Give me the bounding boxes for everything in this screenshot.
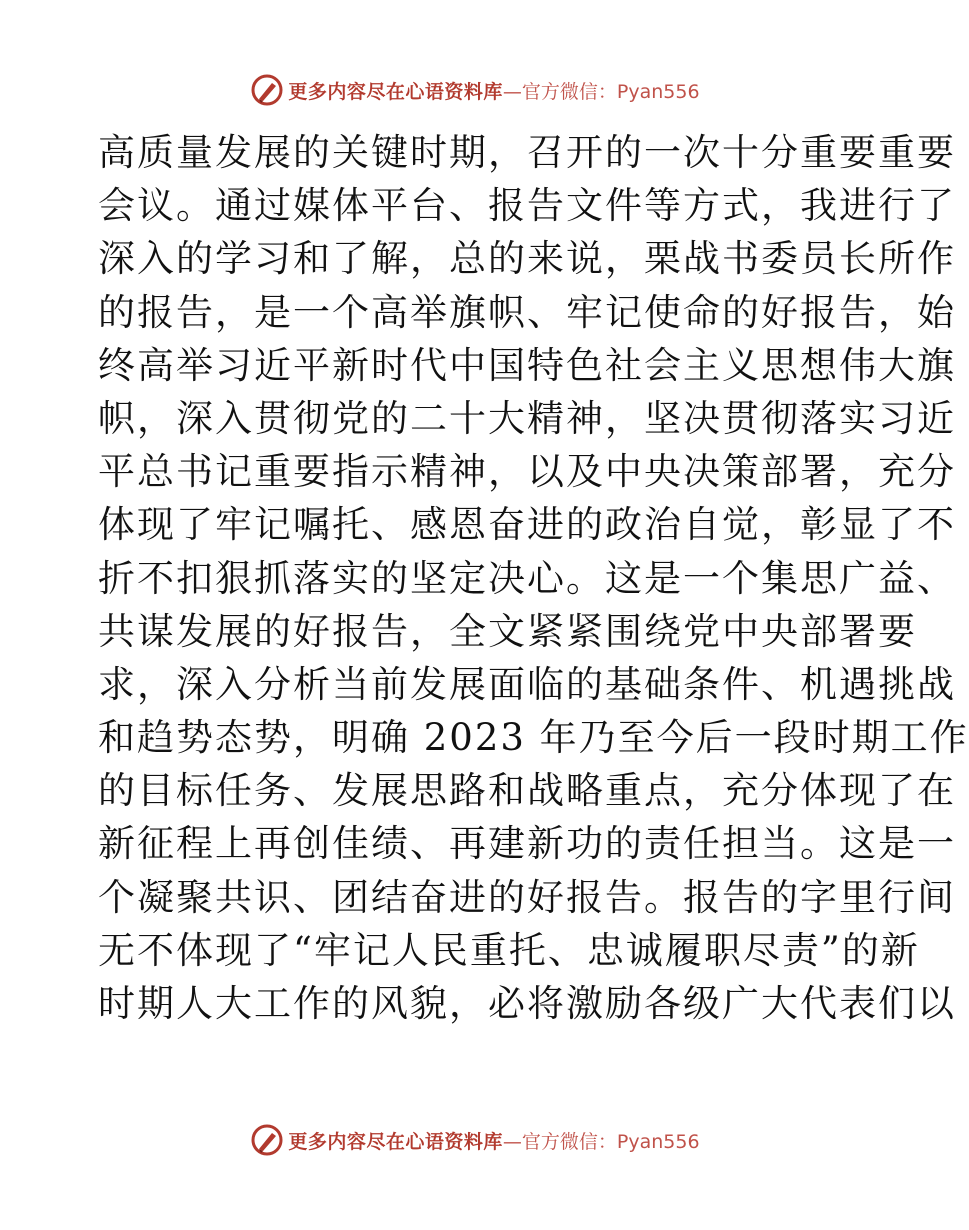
text-line: 和趋势态势，明确 2023 年乃至今后一段时期工作 [98,716,969,760]
pen-logo-icon [250,1123,284,1157]
footer-banner-wechat: —官方微信：Pyan556 [502,1130,700,1153]
header-banner [0,70,950,110]
text-line: 的目标任务、发展思路和战略重点，充分体现了在 [98,769,956,813]
text-line: 无不体现了“牢记人民重托、忠诚履职尽责”的新 [98,928,920,972]
header-banner-wechat: —官方微信：Pyan556 [502,80,700,103]
text-line: 折不扣狠抓落实的坚定决心。这是一个集思广益、 [98,556,956,600]
text-line: 平总书记重要指示精神，以及中央决策部署，充分 [98,450,956,494]
pen-logo-icon [250,73,284,107]
text-line: 时期人大工作的风貌，必将激励各级广大代表们以 [98,982,956,1025]
text-line: 帜，深入贯彻党的二十大精神，坚决贯彻落实习近 [98,396,956,440]
text-line: 终高举习近平新时代中国特色社会主义思想伟大旗 [98,343,956,387]
document-body [98,126,969,1030]
text-line: 体现了牢记嘱托、感恩奋进的政治自觉，彰显了不 [98,503,956,547]
footer-banner-text: 更多内容尽在心语资料库 [288,1130,503,1153]
text-line: 的报告，是一个高举旗帜、牢记使命的好报告，始 [98,290,956,334]
text-line: 高质量发展的关键时期，召开的一次十分重要重要 [98,131,956,174]
footer-banner [0,1120,950,1160]
text-line: 新征程上再创佳绩、再建新功的责任担当。这是一 [98,822,956,866]
header-banner-text: 更多内容尽在心语资料库 [288,80,503,103]
text-line: 深入的学习和了解，总的来说，栗战书委员长所作 [98,237,956,281]
text-line: 共谋发展的好报告，全文紧紧围绕党中央部署要 [98,609,917,653]
text-line: 会议。通过媒体平台、报告文件等方式，我进行了 [98,184,956,228]
text-line: 求，深入分析当前发展面临的基础条件、机遇挑战 [98,662,956,706]
text-line: 个凝聚共识、团结奋进的好报告。报告的字里行间 [98,875,956,919]
